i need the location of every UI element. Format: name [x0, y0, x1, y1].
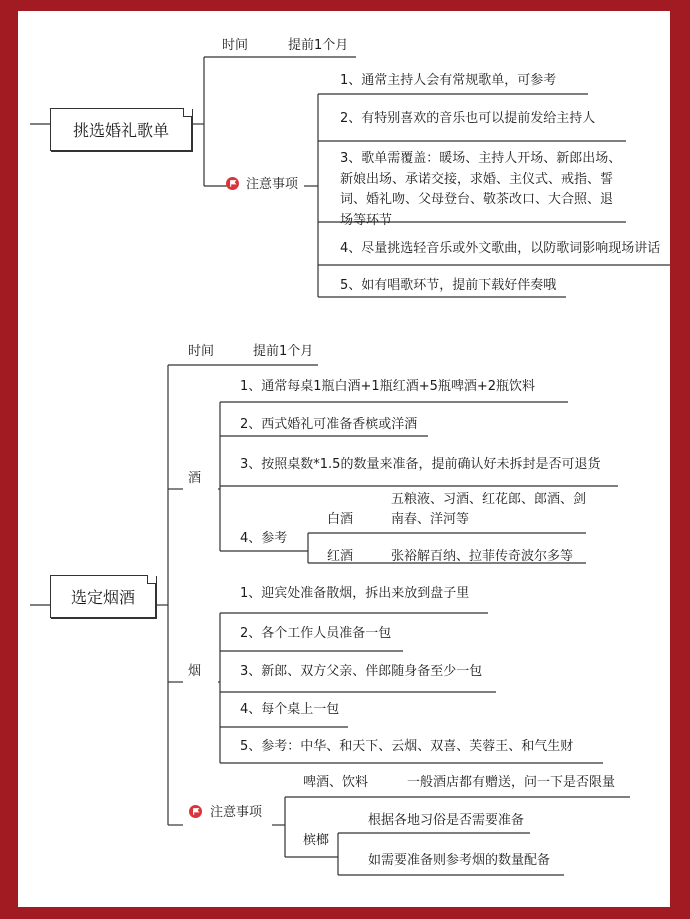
- note-item-3: 3、歌单需覆盖：暖场、主持人开场、新郎出场、新娘出场、承诺交接，求婚、主仪式、戒指、誓词、婚礼吻、父母登台、敬茶改口、大合照、退场等环节: [340, 151, 622, 228]
- betel-label: 槟榔: [303, 833, 330, 848]
- baijiu-text: 五粮液、习酒、红花郎、郎酒、剑南春、洋河等: [391, 492, 587, 527]
- note-item-1: 1、通常主持人会有常规歌单，可参考: [340, 73, 557, 88]
- beer-label: 啤酒、饮料: [303, 775, 369, 790]
- cigarette-item-2: 2、各个工作人员准备一包: [240, 626, 392, 641]
- root-title: 选定烟酒: [70, 588, 135, 607]
- mindmap-page: [18, 11, 670, 907]
- cigarette-item-5: 5、参考：中华、和天下、云烟、双喜、芙蓉王、和气生财: [240, 739, 574, 754]
- beer-text: 一般酒店都有赠送，问一下是否限量: [407, 775, 616, 790]
- alcohol-reference-label: 4、参考: [240, 531, 288, 546]
- time-value: 提前1个月: [288, 38, 349, 53]
- notes-label: 注意事项: [210, 805, 263, 820]
- flag-icon: [189, 805, 202, 818]
- root-node-wedding-songs: [50, 108, 192, 151]
- note-item-4: 4、尽量挑选轻音乐或外文歌曲，以防歌词影响现场讲话: [340, 241, 661, 256]
- cigarette-item-3: 3、新郎、双方父亲、伴郎随身备至少一包: [240, 664, 483, 679]
- root-title: 挑选婚礼歌单: [72, 121, 169, 140]
- root-node-tobacco-alcohol: [50, 575, 156, 618]
- note-item-5: 5、如有唱歌环节，提前下载好伴奏哦: [340, 278, 557, 293]
- time-label: 时间: [188, 344, 215, 359]
- flag-icon: [226, 177, 239, 190]
- alcohol-item-1: 1、通常每桌1瓶白酒+1瓶红酒+5瓶啤酒+2瓶饮料: [240, 379, 536, 394]
- time-label: 时间: [222, 38, 249, 53]
- notes-label: 注意事项: [246, 177, 299, 192]
- wine-text: 张裕解百纳、拉菲传奇波尔多等: [391, 549, 574, 564]
- cigarette-item-1: 1、迎宾处准备散烟，拆出来放到盘子里: [240, 586, 470, 601]
- alcohol-item-3: 3、按照桌数*1.5的数量来准备，提前确认好未拆封是否可退货: [240, 457, 601, 472]
- betel-item-2: 如需要准备则参考烟的数量配备: [368, 853, 551, 868]
- wine-label: 红酒: [327, 549, 354, 564]
- baijiu-label: 白酒: [327, 512, 354, 527]
- cigarette-item-4: 4、每个桌上一包: [240, 702, 340, 717]
- note-item-2: 2、有特别喜欢的音乐也可以提前发给主持人: [340, 111, 596, 126]
- alcohol-item-2: 2、西式婚礼可准备香槟或洋酒: [240, 417, 418, 432]
- time-value: 提前1个月: [253, 344, 314, 359]
- cigarette-label: 烟: [188, 664, 202, 679]
- betel-item-1: 根据各地习俗是否需要准备: [368, 813, 525, 828]
- alcohol-label: 酒: [188, 471, 202, 486]
